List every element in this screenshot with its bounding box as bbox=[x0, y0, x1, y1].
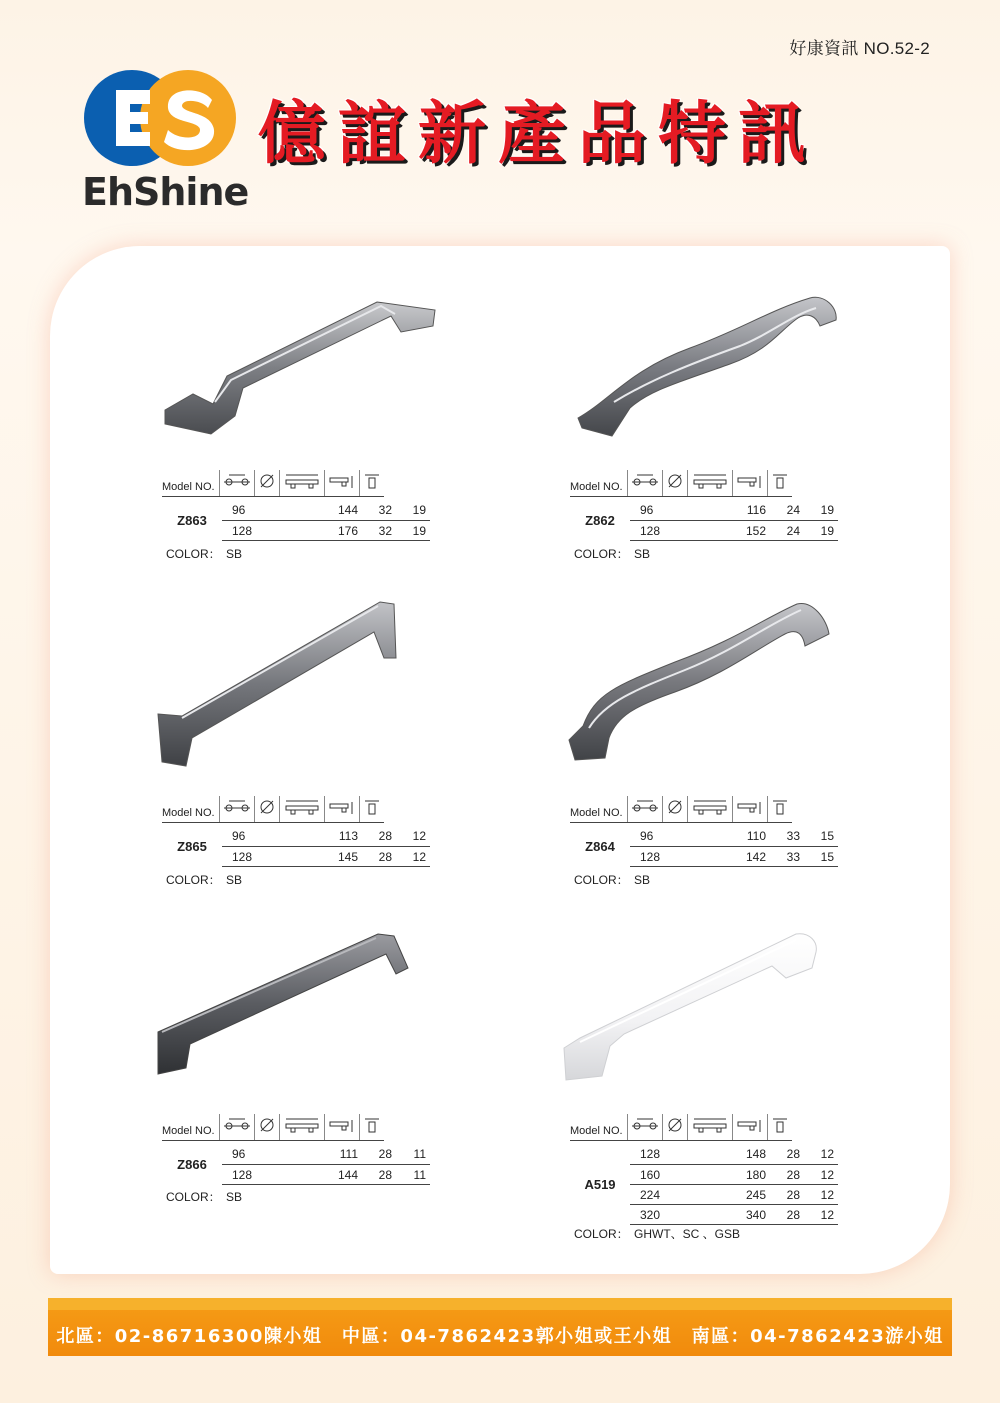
handle-z866-image bbox=[150, 928, 410, 1083]
color-value: SB bbox=[226, 547, 243, 561]
color-value: GHWT、SC 、GSB bbox=[634, 1227, 741, 1241]
height-value: 28 bbox=[770, 1185, 804, 1205]
hole-distance-value: 128 bbox=[222, 521, 292, 541]
model-number: Z865 bbox=[177, 839, 207, 854]
color-value: SB bbox=[226, 1190, 243, 1204]
model-no-label: Model NO. bbox=[570, 1114, 627, 1140]
model-number: Z866 bbox=[177, 1157, 207, 1172]
spec-table-z863 bbox=[162, 470, 430, 541]
width-value: 12 bbox=[396, 847, 430, 867]
length-value: 340 bbox=[700, 1205, 770, 1225]
width-value: 12 bbox=[804, 1205, 838, 1225]
holes-distance-icon bbox=[219, 470, 254, 496]
issue-number: 好康資訊 NO.52-2 bbox=[789, 39, 930, 58]
height-value: 28 bbox=[362, 1165, 396, 1185]
holes-distance-icon bbox=[219, 796, 254, 822]
handle-z864-image bbox=[565, 598, 835, 768]
holes-distance-icon bbox=[219, 1114, 254, 1140]
height-value: 28 bbox=[362, 847, 396, 867]
width-icon bbox=[767, 470, 792, 496]
handle-z863-image bbox=[155, 292, 440, 442]
diameter-icon bbox=[662, 1114, 687, 1140]
height-value: 32 bbox=[362, 501, 396, 521]
height-icon bbox=[324, 1114, 359, 1140]
width-value: 11 bbox=[396, 1145, 430, 1165]
length-value: 148 bbox=[700, 1145, 770, 1165]
model-no-label: Model NO. bbox=[570, 470, 627, 496]
diameter-icon bbox=[254, 470, 279, 496]
height-value: 24 bbox=[770, 501, 804, 521]
color-label: COLOR： bbox=[574, 547, 629, 561]
holes-distance-icon bbox=[627, 1114, 662, 1140]
length-value: 144 bbox=[292, 501, 362, 521]
width-value: 12 bbox=[396, 827, 430, 847]
height-value: 28 bbox=[362, 827, 396, 847]
width-icon bbox=[359, 1114, 384, 1140]
color-line bbox=[574, 545, 650, 562]
model-no-label: Model NO. bbox=[162, 1114, 219, 1140]
color-line bbox=[166, 871, 242, 888]
handle-z865-image bbox=[152, 600, 402, 775]
spec-table-z862 bbox=[570, 470, 838, 541]
handle-z862-image bbox=[570, 290, 845, 445]
hole-distance-value: 96 bbox=[222, 501, 292, 521]
length-icon bbox=[687, 796, 732, 822]
color-value: SB bbox=[226, 873, 243, 887]
width-value: 15 bbox=[804, 827, 838, 847]
holes-distance-icon bbox=[627, 470, 662, 496]
length-value: 176 bbox=[292, 521, 362, 541]
length-icon bbox=[279, 1114, 324, 1140]
height-icon bbox=[324, 796, 359, 822]
width-value: 11 bbox=[396, 1165, 430, 1185]
width-value: 19 bbox=[396, 501, 430, 521]
color-label: COLOR： bbox=[166, 1190, 221, 1204]
diameter-icon bbox=[662, 470, 687, 496]
length-value: 245 bbox=[700, 1185, 770, 1205]
color-line bbox=[166, 1188, 242, 1205]
length-icon bbox=[687, 470, 732, 496]
brand-name: EhShine bbox=[82, 170, 249, 214]
length-value: 144 bbox=[292, 1165, 362, 1185]
hole-distance-value: 96 bbox=[222, 1145, 292, 1165]
table-row bbox=[162, 1145, 430, 1165]
table-row bbox=[162, 501, 430, 521]
width-value: 12 bbox=[804, 1145, 838, 1165]
length-icon bbox=[279, 796, 324, 822]
width-icon bbox=[767, 1114, 792, 1140]
color-line bbox=[166, 545, 242, 562]
width-value: 12 bbox=[804, 1165, 838, 1185]
table-row bbox=[570, 501, 838, 521]
height-value: 28 bbox=[770, 1165, 804, 1185]
model-no-label: Model NO. bbox=[162, 796, 219, 822]
hole-distance-value: 320 bbox=[630, 1205, 700, 1225]
length-value: 110 bbox=[700, 827, 770, 847]
length-value: 111 bbox=[292, 1145, 362, 1165]
length-value: 113 bbox=[292, 827, 362, 847]
length-value: 180 bbox=[700, 1165, 770, 1185]
diameter-icon bbox=[254, 796, 279, 822]
width-icon bbox=[767, 796, 792, 822]
length-icon bbox=[279, 470, 324, 496]
color-label: COLOR： bbox=[574, 873, 629, 887]
hole-distance-value: 160 bbox=[630, 1165, 700, 1185]
height-value: 32 bbox=[362, 521, 396, 541]
height-value: 33 bbox=[770, 827, 804, 847]
length-value: 152 bbox=[700, 521, 770, 541]
hole-distance-value: 224 bbox=[630, 1185, 700, 1205]
hole-distance-value: 96 bbox=[630, 501, 700, 521]
model-number: Z862 bbox=[585, 513, 615, 528]
width-value: 12 bbox=[804, 1185, 838, 1205]
hole-distance-value: 128 bbox=[222, 847, 292, 867]
height-icon bbox=[732, 796, 767, 822]
color-value: SB bbox=[634, 873, 651, 887]
model-no-label: Model NO. bbox=[570, 796, 627, 822]
hole-distance-value: 128 bbox=[630, 1145, 700, 1165]
model-number: Z863 bbox=[177, 513, 207, 528]
spec-table-z865 bbox=[162, 796, 430, 867]
height-value: 28 bbox=[770, 1145, 804, 1165]
handle-a519-image bbox=[560, 930, 822, 1085]
hole-distance-value: 128 bbox=[222, 1165, 292, 1185]
width-icon bbox=[359, 796, 384, 822]
hole-distance-value: 96 bbox=[630, 827, 700, 847]
color-label: COLOR： bbox=[166, 547, 221, 561]
color-label: COLOR： bbox=[574, 1227, 629, 1241]
width-icon bbox=[359, 470, 384, 496]
hole-distance-value: 128 bbox=[630, 847, 700, 867]
contact-info: 北區：02-86716300陳小姐 中區：04-7862423郭小姐或王小姐 南區：04-7862423游小姐 bbox=[56, 1326, 944, 1347]
color-line bbox=[574, 1225, 740, 1242]
height-icon bbox=[732, 470, 767, 496]
footer-stripe bbox=[48, 1298, 952, 1310]
height-value: 28 bbox=[362, 1145, 396, 1165]
height-icon bbox=[732, 1114, 767, 1140]
length-value: 145 bbox=[292, 847, 362, 867]
spec-table-z864 bbox=[570, 796, 838, 867]
width-value: 19 bbox=[804, 501, 838, 521]
model-no-label: Model NO. bbox=[162, 470, 219, 496]
color-value: SB bbox=[634, 547, 651, 561]
model-number: Z864 bbox=[585, 839, 615, 854]
contact-footer bbox=[48, 1298, 952, 1356]
hole-distance-value: 128 bbox=[630, 521, 700, 541]
diameter-icon bbox=[254, 1114, 279, 1140]
table-row bbox=[570, 827, 838, 847]
height-value: 28 bbox=[770, 1205, 804, 1225]
width-value: 19 bbox=[396, 521, 430, 541]
width-value: 15 bbox=[804, 847, 838, 867]
width-value: 19 bbox=[804, 521, 838, 541]
length-value: 116 bbox=[700, 501, 770, 521]
height-value: 33 bbox=[770, 847, 804, 867]
color-label: COLOR： bbox=[166, 873, 221, 887]
table-row bbox=[162, 827, 430, 847]
spec-table-z866 bbox=[162, 1114, 430, 1185]
color-line bbox=[574, 871, 650, 888]
diameter-icon bbox=[662, 796, 687, 822]
spec-table-a519 bbox=[570, 1114, 838, 1225]
hole-distance-value: 96 bbox=[222, 827, 292, 847]
model-number: A519 bbox=[584, 1177, 616, 1192]
length-icon bbox=[687, 1114, 732, 1140]
height-icon bbox=[324, 470, 359, 496]
table-row bbox=[570, 1145, 838, 1165]
holes-distance-icon bbox=[627, 796, 662, 822]
height-value: 24 bbox=[770, 521, 804, 541]
length-value: 142 bbox=[700, 847, 770, 867]
page-title: 億誼新產品特訊 bbox=[258, 95, 819, 174]
